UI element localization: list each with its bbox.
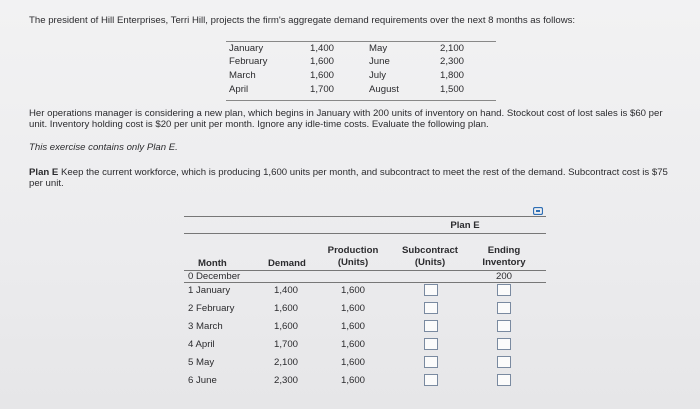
table-title: Plan E — [450, 220, 480, 231]
scenario-paragraph: Her operations manager is considering a new plan, which begins in January with 200 units of inventory on hand. Stockout cost of lost sales is $60 per unit. Inventory holding cost is $20 per unit per month. Ignore any idle-time costs. Evaluate the following plan. — [29, 108, 663, 130]
subcontract-input[interactable] — [424, 284, 438, 296]
subcontract-input[interactable] — [424, 302, 438, 314]
month-value: 1,400 — [310, 43, 335, 54]
month-label: March — [229, 70, 256, 81]
month-label: April — [229, 84, 249, 95]
ending-inventory-input[interactable] — [497, 374, 511, 386]
subcontract-input[interactable] — [424, 320, 438, 332]
plan-table — [184, 214, 546, 394]
plan-description — [29, 167, 679, 189]
row-production: 1,600 — [341, 339, 366, 350]
month-value: 1,600 — [310, 56, 335, 67]
header-demand: Demand — [268, 258, 306, 269]
row-month: 3 March — [188, 321, 223, 332]
intro-text: The president of Hill Enterprises, Terri Hill, projects the firm's aggregate demand requirements over the next 8 months as follows: — [29, 15, 576, 26]
header-inventory: Inventory — [482, 257, 526, 268]
header-ending: Ending — [487, 245, 521, 256]
header-production-units: (Units) — [337, 257, 369, 268]
subcontract-input[interactable] — [424, 338, 438, 350]
row-month: 5 May — [188, 357, 215, 368]
header-production: Production — [327, 245, 379, 256]
month-value: 2,300 — [440, 56, 465, 67]
table-top-rule — [184, 216, 546, 217]
ending-inventory-input[interactable] — [497, 320, 511, 332]
month-value: 1,500 — [440, 84, 465, 95]
ending-inventory-input[interactable] — [497, 356, 511, 368]
row-demand: 1,600 — [274, 321, 299, 332]
month-label: August — [369, 84, 399, 95]
row-month: 6 June — [188, 375, 217, 386]
header-subcontract-units: (Units) — [414, 257, 446, 268]
demand-table — [226, 41, 496, 101]
row-demand: 1,600 — [274, 303, 299, 314]
subcontract-input[interactable] — [424, 356, 438, 368]
month-label: May — [369, 43, 388, 54]
initial-row-rule — [184, 282, 546, 283]
plan-text: Keep the current workforce, which is producing 1,600 units per month, and subcontract to meet the rest of the demand. Subcontract cost is $75 per unit. — [29, 167, 668, 189]
row-production: 1,600 — [341, 357, 366, 368]
row-demand: 1,400 — [274, 285, 299, 296]
month-label: January — [229, 43, 264, 54]
month-label: July — [369, 70, 387, 81]
month-value: 1,800 — [440, 70, 465, 81]
header-subcontract: Subcontract — [402, 245, 458, 256]
row-month: 1 January — [188, 285, 231, 296]
plan-label: Plan E — [29, 167, 59, 178]
ending-inventory-input[interactable] — [497, 302, 511, 314]
ending-inventory-input[interactable] — [497, 338, 511, 350]
table-row-month: 0 December — [188, 271, 241, 282]
initial-inventory: 200 — [496, 271, 513, 282]
row-demand: 1,700 — [274, 339, 299, 350]
subcontract-input[interactable] — [424, 374, 438, 386]
row-production: 1,600 — [341, 375, 366, 386]
row-production: 1,600 — [341, 303, 366, 314]
ending-inventory-input[interactable] — [497, 284, 511, 296]
table-title-rule — [184, 233, 546, 234]
month-label: June — [369, 56, 390, 67]
row-production: 1,600 — [341, 321, 366, 332]
row-demand: 2,100 — [274, 357, 299, 368]
month-value: 2,100 — [440, 43, 465, 54]
row-month: 4 April — [188, 339, 215, 350]
row-demand: 2,300 — [274, 375, 299, 386]
row-production: 1,600 — [341, 285, 366, 296]
month-label: February — [229, 56, 268, 67]
month-value: 1,600 — [310, 70, 335, 81]
month-value: 1,700 — [310, 84, 335, 95]
row-month: 2 February — [188, 303, 235, 314]
header-month: Month — [198, 258, 227, 269]
exercise-note: This exercise contains only Plan E. — [29, 142, 178, 153]
